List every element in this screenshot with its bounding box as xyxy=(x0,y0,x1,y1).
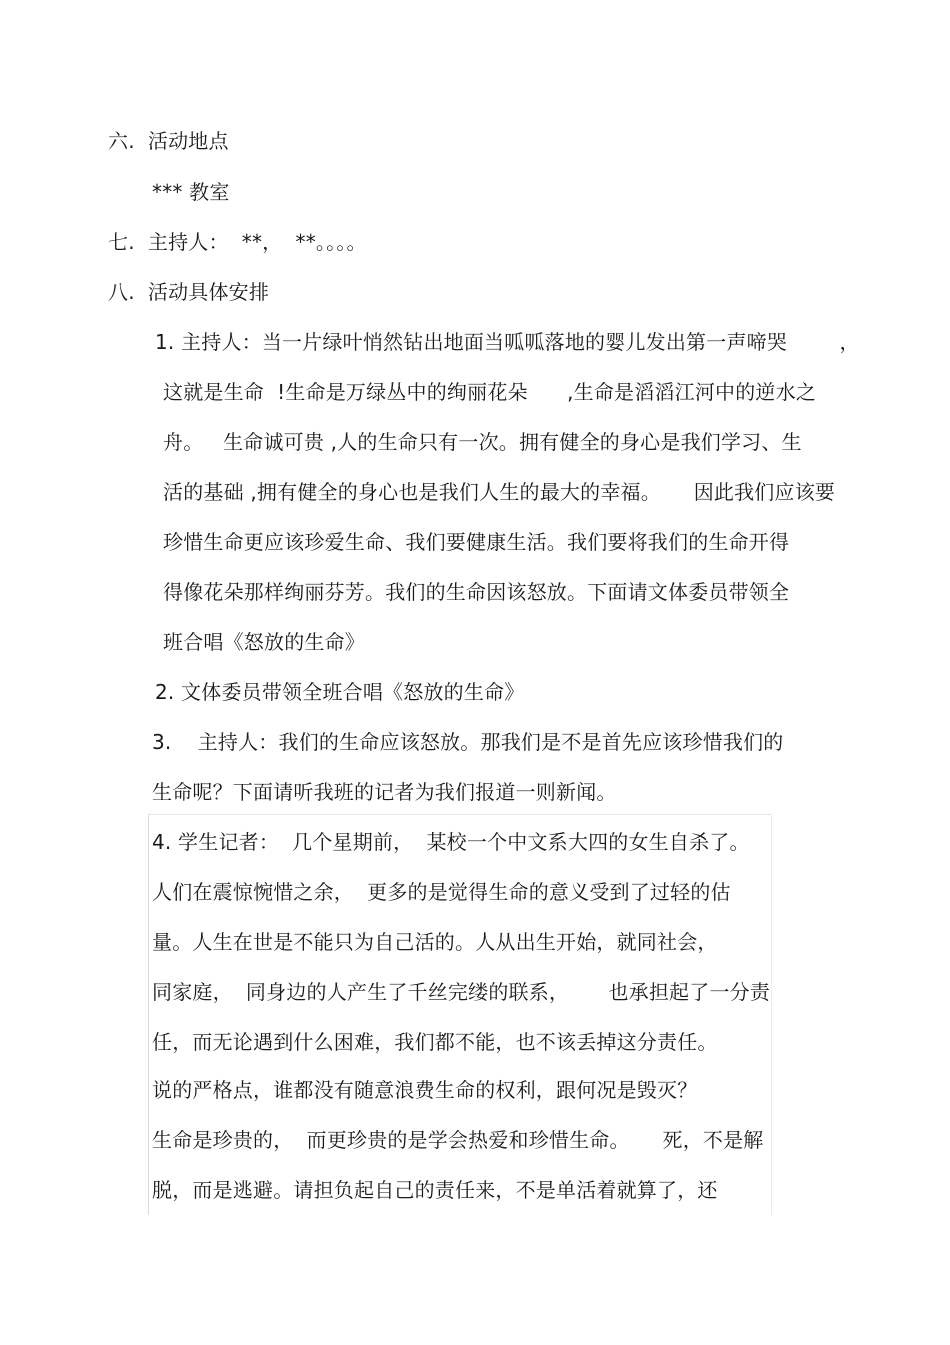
item-1-line: 1. 主持人：当一片绿叶悄然钻出地面当呱呱落地的婴儿发出第一声啼哭 ， xyxy=(155,330,860,354)
item-4-line: 生命是珍贵的， 而更珍贵的是学会热爱和珍惜生命。 死，不是解 xyxy=(152,1128,764,1152)
item-1-line: 班合唱《怒放的生命》 xyxy=(163,630,365,654)
item-4-line: 说的严格点，谁都没有随意浪费生命的权利，跟何况是毁灭？ xyxy=(152,1078,698,1102)
section-7-heading: 七. 主持人： **， **。。。。 xyxy=(108,230,367,254)
item-1-line: 这就是生命 !生命是万绿丛中的绚丽花朵 ,生命是滔滔江河中的逆水之 xyxy=(163,380,817,404)
section-6-heading: 六. 活动地点 xyxy=(108,129,229,153)
item-1-line: 得像花朵那样绚丽芬芳。我们的生命因该怒放。下面请文体委员带领全 xyxy=(163,580,790,604)
item-4-line: 同家庭， 同身边的人产生了千丝完缕的联系， 也承担起了一分责 xyxy=(152,980,771,1004)
item-1-line: 珍惜生命更应该珍爱生命、我们要健康生活。我们要将我们的生命开得 xyxy=(163,530,790,554)
item-4-line: 4. 学生记者： 几个星期前， 某校一个中文系大四的女生自杀了。 xyxy=(152,830,750,854)
item-1-line: 活的基础 ,拥有健全的身心也是我们人生的最大的幸福。 因此我们应该要 xyxy=(163,480,836,504)
section-8-heading: 八. 活动具体安排 xyxy=(108,280,270,304)
item-4-line: 任，而无论遇到什么困难，我们都不能，也不该丢掉这分责任。 xyxy=(152,1030,718,1054)
item-3-line: 3. 主持人：我们的生命应该怒放。那我们是不是首先应该珍惜我们的 xyxy=(152,730,784,754)
item-2-line: 2. 文体委员带领全班合唱《怒放的生命》 xyxy=(155,680,525,704)
item-1-line: 舟。 生命诚可贵 ,人的生命只有一次。拥有健全的身心是我们学习、生 xyxy=(163,430,802,454)
news-report-frame xyxy=(148,814,772,1215)
item-4-line: 脱，而是逃避。请担负起自己的责任来，不是单活着就算了，还 xyxy=(152,1178,718,1202)
item-4-line: 人们在震惊惋惜之余， 更多的是觉得生命的意义受到了过轻的估 xyxy=(152,880,731,904)
item-4-line: 量。人生在世是不能只为自己活的。人从出生开始，就同社会， xyxy=(152,930,718,954)
section-6-body: *** 教室 xyxy=(152,180,230,204)
item-3-line: 生命呢？下面请听我班的记者为我们报道一则新闻。 xyxy=(152,780,617,804)
